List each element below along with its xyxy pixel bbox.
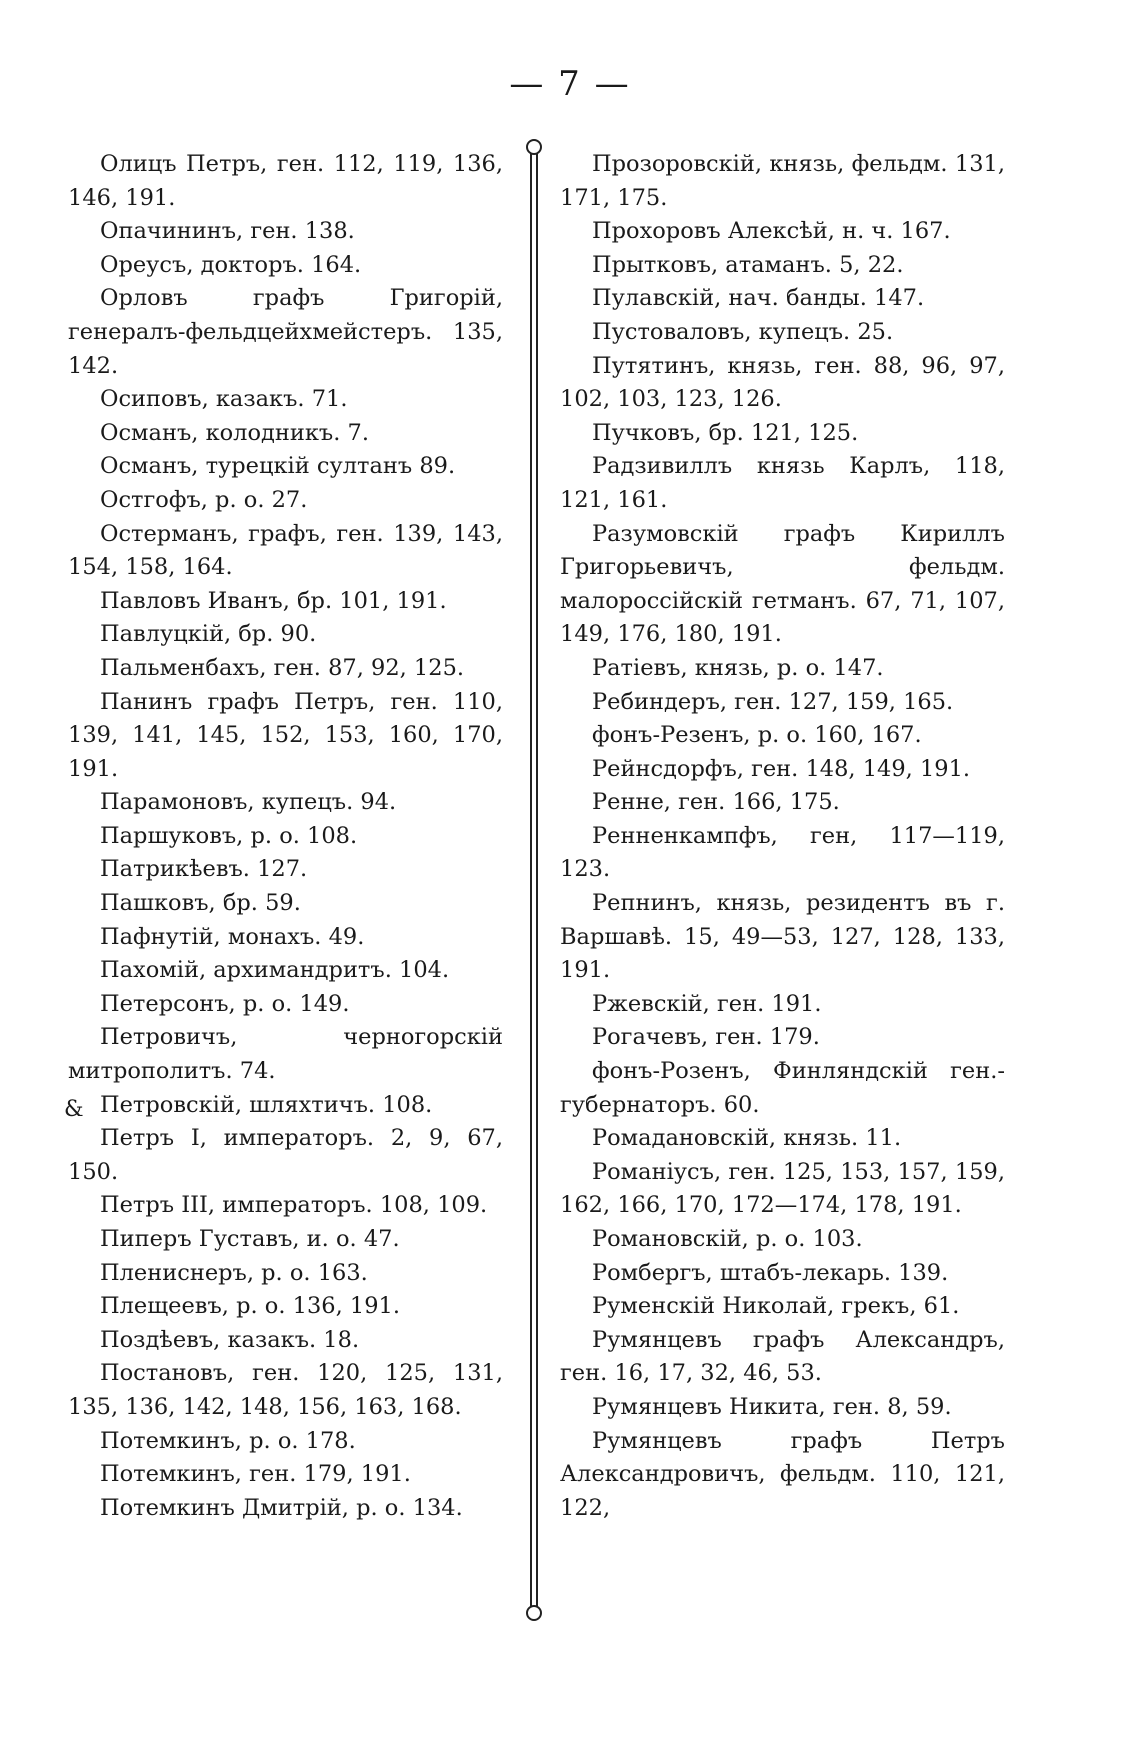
index-entry: Потемкинъ, ген. 179, 191.	[100, 1461, 411, 1488]
index-entry: Радзивиллъ князь Карлъ, 118, 121, 161.	[560, 453, 1005, 513]
index-entry: Пиперъ Густавъ, и. о. 47.	[100, 1226, 400, 1252]
index-entry: Плещеевъ, р. о. 136, 191.	[100, 1293, 400, 1320]
index-entry: Прохоровъ Алексѣй, н. ч. 167.	[592, 218, 951, 245]
index-entry: Остерманъ, графъ, ген. 139, 143, 154, 158, 164.	[68, 520, 503, 581]
index-entry: Панинъ графъ Петръ, ген. 110, 139, 141, 145, 152, 153, 160, 170, 191.	[68, 688, 503, 782]
index-entry: Ржевскій, ген. 191.	[592, 990, 822, 1017]
index-entry: Османъ, турецкій султанъ 89.	[100, 453, 456, 480]
index-entry: Румянцевъ графъ Александръ, ген. 16, 17, 32, 46, 53.	[560, 1326, 1005, 1387]
margin-marker: &	[64, 1097, 84, 1122]
index-entry: Румянцевъ Никита, ген. 8, 59.	[592, 1393, 952, 1420]
index-entry: Рогачевъ, ген. 179.	[592, 1024, 820, 1051]
index-entry: Ренне, ген. 166, 175.	[592, 789, 840, 816]
index-entry: Румянцевъ графъ Петръ Александровичъ, фельдм. 110, 121, 122,	[560, 1427, 1005, 1521]
index-entry: Петръ I, императоръ. 2, 9, 67, 150.	[68, 1125, 503, 1185]
index-entry: Плениснеръ, р. о. 163.	[100, 1259, 368, 1286]
index-entry: Осиповъ, казакъ. 71.	[100, 386, 348, 413]
index-entry: Остгофъ, р. о. 27.	[100, 486, 308, 513]
index-entry: Репнинъ, князь, резидентъ въ г. Варшавѣ. 15, 49—53, 127, 128, 133, 191.	[560, 890, 1005, 984]
index-entry: Османъ, колодникъ. 7.	[100, 419, 370, 446]
index-entry: Пафнутій, монахъ. 49.	[100, 923, 365, 950]
index-entry: Ромадановскій, князь. 11.	[592, 1125, 902, 1152]
index-entry: Пальменбахъ, ген. 87, 92, 125.	[100, 654, 465, 681]
index-entry: Разумовскій графъ Кириллъ Григорьевичъ, фельдм. малороссійскій гетманъ. 67, 71, 107, 149, 176, 180, 191.	[560, 520, 1005, 648]
index-entry: Ренненкампфъ, ген, 117—119, 123.	[560, 822, 1005, 883]
index-entry: Ребиндеръ, ген. 127, 159, 165.	[592, 688, 954, 715]
index-entry: Пустоваловъ, купецъ. 25.	[592, 318, 894, 345]
page-number: — 7 —	[509, 64, 631, 104]
index-column-left	[68, 148, 503, 1525]
index-column-right	[560, 148, 1005, 1525]
column-divider	[530, 145, 538, 1615]
index-entry: Парамоновъ, купецъ. 94.	[100, 789, 397, 816]
index-entry: Прозоровскій, князь, фельдм. 131, 171, 175.	[560, 151, 1005, 211]
index-entry: Павлуцкій, бр. 90.	[100, 621, 317, 648]
index-entry: Ратіевъ, князь, р. о. 147.	[592, 654, 884, 681]
index-entry: фонъ-Розенъ, Финляндскій ген.-губернаторъ. 60.	[560, 1058, 1005, 1118]
index-entry: Пулавскій, нач. банды. 147.	[592, 285, 925, 312]
index-entry: Прытковъ, атаманъ. 5, 22.	[592, 251, 904, 278]
index-entry: Ромбергъ, штабъ-лекарь. 139.	[592, 1259, 949, 1286]
index-entry: Постановъ, ген. 120, 125, 131, 135, 136, 142, 148, 156, 163, 168.	[68, 1360, 503, 1420]
index-entry: Романіусъ, ген. 125, 153, 157, 159, 162, 166, 170, 172—174, 178, 191.	[560, 1158, 1005, 1219]
index-entry: Петровичъ, черногорскій митрополитъ. 74.	[68, 1024, 503, 1085]
index-entry: Петровскій, шляхтичъ. 108.	[100, 1091, 433, 1118]
index-entry: Пашковъ, бр. 59.	[100, 890, 301, 917]
index-entry: Олицъ Петръ, ген. 112, 119, 136, 146, 191.	[68, 151, 503, 211]
index-entry: Павловъ Иванъ, бр. 101, 191.	[100, 587, 447, 614]
index-entry: фонъ-Резенъ, р. о. 160, 167.	[592, 722, 922, 749]
index-entry: Ореусъ, докторъ. 164.	[100, 251, 362, 278]
index-entry: Патрикѣевъ. 127.	[100, 856, 308, 883]
index-entry: Романовскій, р. о. 103.	[592, 1226, 863, 1252]
index-entry: Пахомій, архимандритъ. 104.	[100, 957, 450, 984]
index-entry: Руменскій Николай, грекъ, 61.	[592, 1293, 960, 1320]
index-entry: Потемкинъ, р. о. 178.	[100, 1427, 356, 1454]
index-entry: Орловъ графъ Григорій, генералъ-фельдцейхмейстеръ. 135, 142.	[68, 285, 503, 379]
index-entry: Рейнсдорфъ, ген. 148, 149, 191.	[592, 755, 971, 782]
index-entry: Поздѣевъ, казакъ. 18.	[100, 1326, 360, 1353]
index-entry: Потемкинъ Дмитрій, р. о. 134.	[100, 1494, 463, 1521]
index-entry: Опачининъ, ген. 138.	[100, 218, 355, 245]
index-entry: Паршуковъ, р. о. 108.	[100, 822, 358, 849]
index-entry: Пучковъ, бр. 121, 125.	[592, 419, 859, 446]
index-entry: Петръ III, императоръ. 108, 109.	[100, 1192, 488, 1219]
index-entry: Петерсонъ, р. о. 149.	[100, 990, 350, 1017]
index-entry: Путятинъ, князь, ген. 88, 96, 97, 102, 103, 123, 126.	[560, 352, 1005, 413]
